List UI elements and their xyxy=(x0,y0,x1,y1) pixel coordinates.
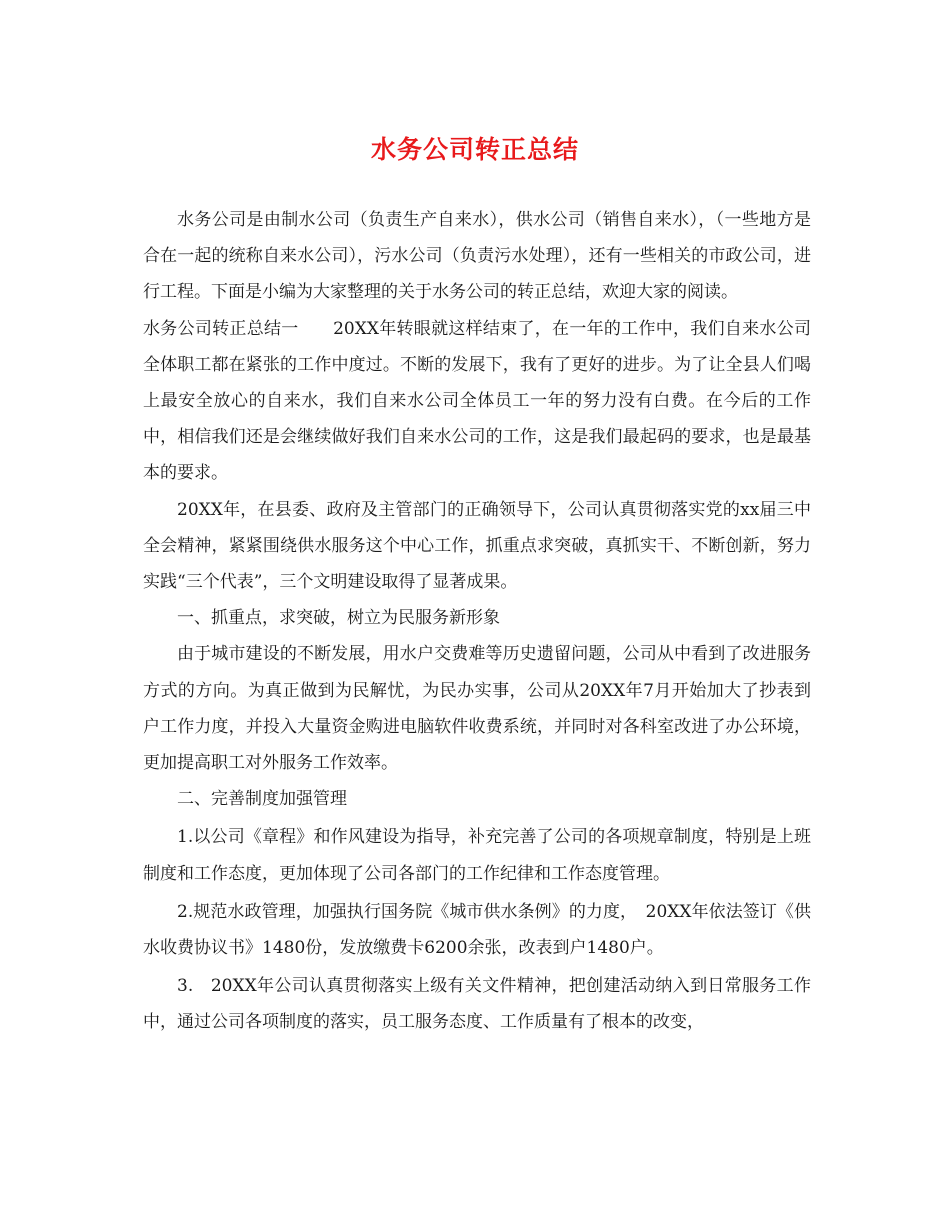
paragraph-year-overview: 20XX年，在县委、政府及主管部门的正确领导下，公司认真贯彻落实党的xx届三中全会精神，紧紧围绕供水服务这个中心工作，抓重点求突破，真抓实干、不断创新，努力实践“三个代表”，三个文明建设取得了显著成果。 xyxy=(143,499,811,593)
document-title: 水务公司转正总结 xyxy=(370,135,579,164)
section-heading-one: 一、抓重点，求突破，树立为民服务新形象 xyxy=(177,608,500,629)
section-heading-two: 二、完善制度加强管理 xyxy=(177,789,347,810)
paragraph-summary-one: 水务公司转正总结一 20XX年转眼就这样结束了，在一年的工作中，我们自来水公司全体职工都在紧张的工作中度过。不断的发展下，我有了更好的进步。为了让全县人们喝上最安全放心的自来水，我们自来水公司全体员工一年的努力没有白费。在今后的工作中，相信我们还是会继续做好我们自来水公司的工作，这是我们最起码的要求，也是最基本的要求。 xyxy=(143,318,811,484)
list-item-one: 1.以公司《章程》和作风建设为指导，补充完善了公司的各项规章制度，特别是上班制度和工作态度，更加体现了公司各部门的工作纪律和工作态度管理。 xyxy=(143,827,811,884)
paragraph-intro: 水务公司是由制水公司（负责生产自来水），供水公司（销售自来水），（一些地方是合在一起的统称自来水公司），污水公司（负责污水处理），还有一些相关的市政公司，进行工程。下面是小编为大家整理的关于水务公司的转正总结，欢迎大家的阅读。 xyxy=(143,210,811,303)
list-item-two: 2.规范水政管理，加强执行国务院《城市供水条例》的力度， 20XX年依法签订《供水收费协议书》1480份，发放缴费卡6200余张，改表到户1480户。 xyxy=(143,901,811,959)
document-body xyxy=(143,202,811,1041)
paragraph-service-improvement: 由于城市建设的不断发展，用水户交费难等历史遗留问题，公司从中看到了改进服务方式的方向。为真正做到为民解忧，为民办实事，公司从20XX年7月开始加大了抄表到户工作力度，并投入大量资金购进电脑软件收费系统，并同时对各科室改进了办公环境，更加提高职工对外服务工作效率。 xyxy=(143,644,811,774)
list-item-three: 3. 20XX年公司认真贯彻落实上级有关文件精神，把创建活动纳入到日常服务工作中，通过公司各项制度的落实，员工服务态度、工作质量有了根本的改变， xyxy=(143,976,811,1033)
